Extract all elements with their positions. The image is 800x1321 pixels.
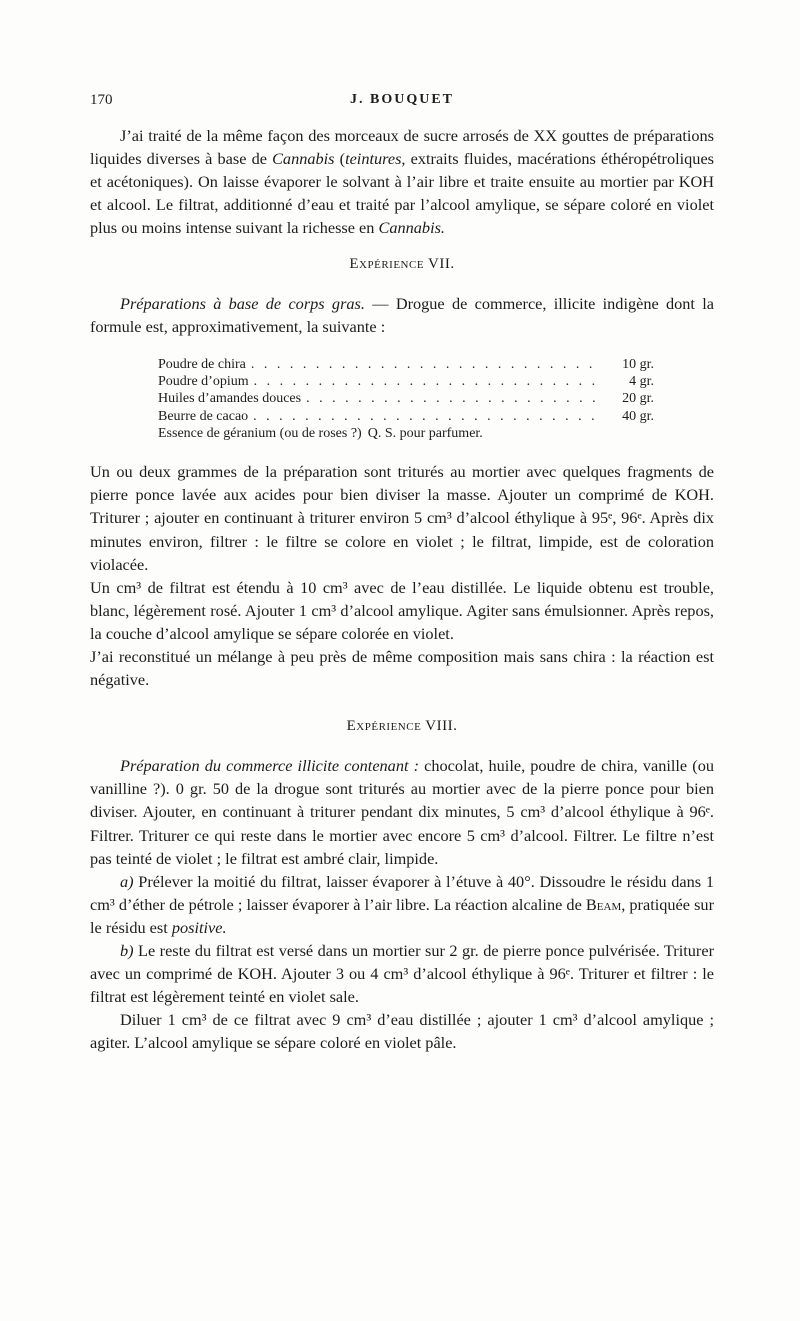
exp8-b-label: b) — [120, 941, 134, 961]
exp8-a-text-2: , pratiquée sur le résidu est — [90, 894, 714, 937]
intro-text-3: extraits fluides, macérations éthéropétroliques et acétoniques). On laisse évaporer le solvant à l’air libre et traite ensuite au mortier par KOH et alcool. Le filtrat, additionné d’eau et traité par l’alcool amylique, se sépare coloré en violet plus ou moins intense suivant la richesse en — [90, 149, 715, 238]
section-heading-exp8: Expérience VIII. — [346, 718, 458, 735]
intro-paragraph — [90, 124, 714, 239]
exp8-lead-title: Préparation du commerce illicite contenant : — [120, 756, 420, 776]
formula-note-qty: Q. S. pour parfumer. — [367, 425, 483, 441]
exp7-lead-title: Préparations à base de corps gras. — [120, 293, 365, 313]
intro-cannabis-end: Cannabis. — [378, 218, 445, 238]
exp8-paragraph-last: Diluer 1 cm³ de ce filtrat avec 9 cm³ d’eau distillée ; ajouter 1 cm³ d’alcool amylique ; agiter. L’alcool amylique se sépare coloré en violet pâle. — [90, 1010, 714, 1053]
intro-text-2: ( — [334, 149, 346, 169]
page-header — [90, 92, 714, 114]
formula-note-name: Essence de géranium (ou de roses ?) — [158, 425, 362, 441]
formula-item-qty: 40 gr. — [622, 408, 654, 424]
formula-item-name: Poudre d’opium — [158, 374, 249, 390]
exp8-paragraph-a — [90, 870, 714, 939]
exp7-lead-text: — Drogue de commerce, illicite indigène dont la formule est, approximativement, la suivante : — [90, 293, 714, 336]
exp8-paragraph-b — [90, 939, 714, 1008]
intro-cannabis: Cannabis — [272, 149, 335, 169]
formula-item-name: Beurre de cacao — [158, 408, 249, 424]
running-head: J. BOUQUET — [349, 92, 454, 107]
exp8-a-text: Prélever la moitié du filtrat, laisser évaporer à l’étuve à 40°. Dissoudre le résidu dans 1 cm³ d’éther de pétrole ; laisser évaporer à l’air libre. La réaction alcaline de — [90, 871, 714, 914]
exp8-b-text: Le reste du filtrat est versé dans un mortier sur 2 gr. de pierre ponce pulvérisée. Triturer avec un comprimé de KOH. Ajouter 3 ou 4 cm³ d’alcool éthylique à 96ᵉ. Triturer et filtrer : le filtrat est légèrement teinté en violet sale. — [90, 941, 714, 1007]
formula-list — [158, 356, 654, 442]
exp7-lead-paragraph — [90, 292, 714, 338]
formula-note — [158, 425, 654, 442]
formula-item-qty: 4 gr. — [629, 374, 654, 390]
dot-leader — [254, 373, 601, 390]
exp7-paragraph-1: Un ou deux grammes de la préparation sont triturés au mortier avec quelques fragments de pierre ponce lavée aux acides pour bien diviser la masse. Ajouter un comprimé de KOH. Triturer ; ajouter en continuant à triturer environ 5 cm³ d’alcool éthylique à 95ᵉ, 96ᵉ. Après dix minutes environ, filtrer : le filtre se colore en violet ; le filtrat, limpide, est de coloration violacée. — [90, 462, 714, 574]
formula-item-qty: 10 gr. — [622, 356, 654, 372]
formula-item-name: Poudre de chira — [158, 356, 246, 372]
dot-leader — [251, 356, 601, 373]
intro-teintures: teintures, — [345, 149, 406, 169]
exp8-lead-text: chocolat, huile, poudre de chira, vanille (ou vanilline ?). 0 gr. 50 de la drogue sont triturés au mortier avec de la pierre ponce pour bien diviser. Ajouter, en continuant à triturer pendant dix minutes, 5 cm³ d’alcool éthylique à 96ᵉ. Filtrer. Triturer ce qui reste dans le mortier avec encore 5 cm³ d’alcool. Filtrer. Le filtre n’est pas teinté de violet ; le filtrat est ambré clair, limpide. — [90, 756, 714, 868]
formula-item — [158, 390, 654, 407]
dot-leader — [306, 390, 601, 407]
exp8-lead-paragraph — [90, 754, 714, 869]
exp8-a-label: a) — [120, 871, 134, 891]
page-number: 170 — [90, 92, 113, 108]
section-heading-exp7: Expérience VII. — [349, 256, 455, 273]
exp8-a-beam: Beam — [585, 894, 622, 914]
formula-item — [158, 408, 654, 425]
page-body — [90, 124, 714, 1054]
exp7-paragraph-3: J’ai reconstitué un mélange à peu près de même composition mais sans chira : la réaction est négative. — [90, 646, 714, 690]
formula-item — [158, 373, 654, 390]
dot-leader — [253, 408, 601, 425]
formula-item-name: Huiles d’amandes douces — [158, 391, 302, 407]
exp7-paragraph-2: Un cm³ de filtrat est étendu à 10 cm³ avec de l’eau distillée. Le liquide obtenu est trouble, blanc, légèrement rosé. Ajouter 1 cm³ d’alcool amylique. Agiter sans émulsionner. Après repos, la couche d’alcool amylique se sépare colorée en violet. — [90, 577, 714, 643]
formula-item — [158, 356, 654, 373]
intro-text-1: J’ai traité de la même façon des morceaux de sucre arrosés de XX gouttes de préparations liquides diverses à base de — [90, 126, 714, 169]
exp8-a-positive: positive. — [171, 917, 227, 937]
formula-item-qty: 20 gr. — [622, 391, 654, 407]
